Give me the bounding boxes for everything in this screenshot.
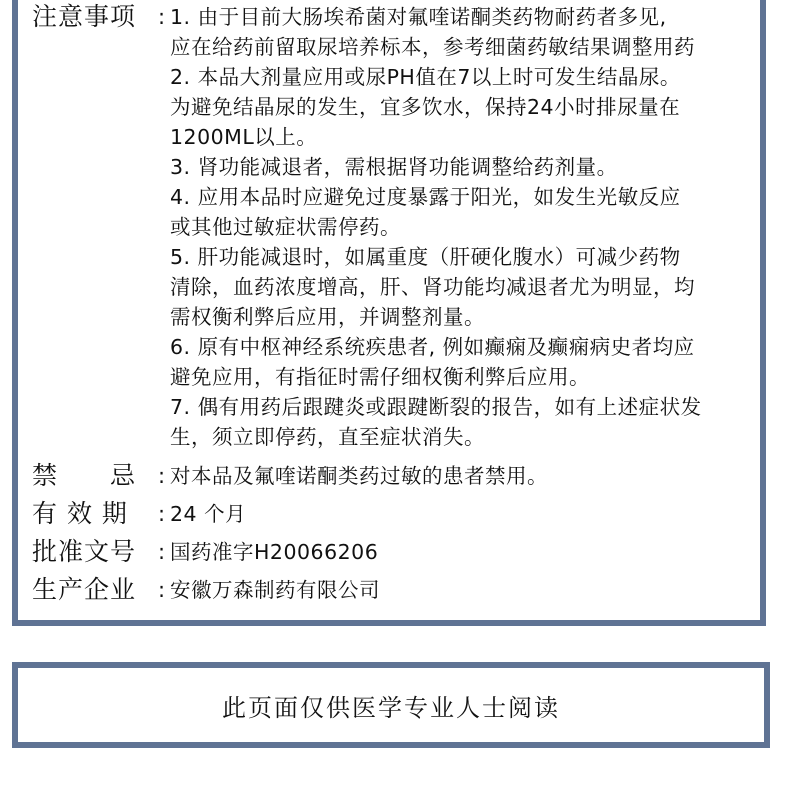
contraindications-value: 对本品及氟喹诺酮类药过敏的患者禁用。 (170, 464, 548, 488)
shelf-life-value: 24 个月 (170, 502, 247, 526)
precaution-line: 避免应用，有指征时需仔细权衡利弊后应用。 (170, 365, 590, 389)
shelf-life-colon: : (158, 502, 166, 526)
precautions-text (170, 2, 756, 452)
info-rows (32, 2, 756, 605)
contraindications-row (32, 461, 756, 491)
manufacturer-row (32, 575, 756, 605)
contraindications-colon: : (158, 464, 166, 488)
precaution-line: 生，须立即停药，直至症状消失。 (170, 425, 485, 449)
precautions-colon: : (158, 5, 166, 29)
shelf-life-row (32, 499, 756, 529)
professional-notice-banner (12, 662, 770, 748)
precaution-line: 7. 偶有用药后跟踺炎或跟踺断裂的报告，如有上述症状发 (170, 395, 702, 419)
precaution-line: 应在给药前留取尿培养标本，参考细菌药敏结果调整用药 (170, 35, 695, 59)
professional-notice-text: 此页面仅供医学专业人士阅读 (222, 693, 560, 722)
drug-info-panel (12, 0, 766, 626)
precaution-line: 需权衡利弊后应用，并调整剂量。 (170, 305, 485, 329)
approval-number-label: 批准文号 (32, 537, 137, 566)
precaution-line: 6. 原有中枢神经系统疾患者, 例如癫痫及癫痫病史者均应 (170, 335, 695, 359)
precaution-line: 或其他过敏症状需停药。 (170, 215, 401, 239)
approval-number-value: 国药准字H20066206 (170, 540, 379, 564)
manufacturer-value: 安徽万森制药有限公司 (170, 578, 380, 602)
precaution-line: 清除，血药浓度增高，肝、肾功能均减退者尤为明显，均 (170, 275, 695, 299)
precaution-line: 1200ML以上。 (170, 125, 318, 149)
approval-number-row (32, 537, 756, 567)
precautions-label: 注意事项 (32, 2, 137, 31)
precaution-line: 1. 由于目前大肠埃希菌对氟喹诺酮类药物耐药者多见, (170, 5, 667, 29)
approval-number-colon: : (158, 540, 166, 564)
manufacturer-colon: : (158, 578, 166, 602)
precaution-line: 4. 应用本品时应避免过度暴露于阳光，如发生光敏反应 (170, 185, 681, 209)
precaution-line: 2. 本品大剂量应用或尿PH值在7以上时可发生结晶尿。 (170, 65, 681, 89)
precaution-line: 3. 肾功能减退者，需根据肾功能调整给药剂量。 (170, 155, 618, 179)
precaution-line: 为避免结晶尿的发生，宜多饮水，保持24小时排尿量在 (170, 95, 681, 119)
precaution-line: 5. 肝功能减退时，如属重度（肝硬化腹水）可减少药物 (170, 245, 681, 269)
precautions-row (32, 2, 756, 452)
shelf-life-label: 有 效 期 (32, 499, 128, 528)
manufacturer-label: 生产企业 (32, 575, 137, 604)
contraindications-label: 禁 忌 (32, 461, 137, 490)
